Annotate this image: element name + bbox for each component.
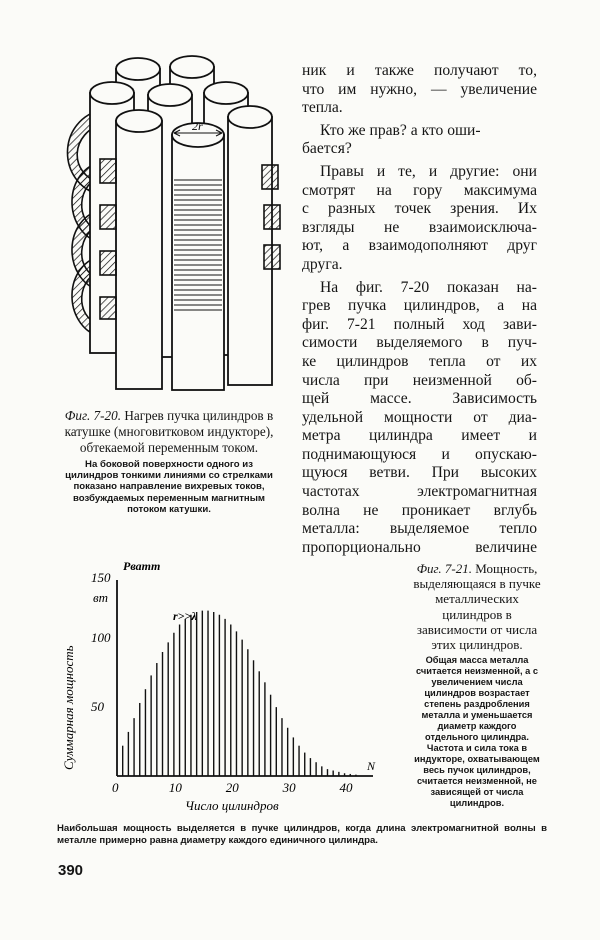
text-line: щей массе. Зависимость xyxy=(302,390,537,408)
x-tick-label: 40 xyxy=(339,780,353,795)
x-tick-label: 10 xyxy=(168,780,182,795)
bottom-note: Наибольшая мощность выделяется в пучке цилиндров, когда длина электромагнитной волны в металле примерно равна диаметру каждого единичного цилиндра. xyxy=(57,823,547,846)
coil-turns-right xyxy=(262,165,280,269)
x-tick-label: 0 xyxy=(112,780,119,795)
text-line: Правы и те, и другие: они xyxy=(320,162,537,180)
y-tick-label: 100 xyxy=(91,630,111,646)
text-line: ют, а взаимодополняют друг xyxy=(302,237,537,255)
text-line: поднимающуюся и опускаю- xyxy=(302,445,537,463)
unit-label: вт xyxy=(93,590,109,605)
text-line: метра цилиндра имеет и xyxy=(302,427,537,445)
text-line: симости выделяемого в пуч- xyxy=(302,334,537,352)
x-tick-label: 20 xyxy=(225,780,239,795)
y-axis-label: Суммарная мощность xyxy=(61,645,76,770)
text-line: фиг. 7-21 полный ход зави- xyxy=(302,315,537,333)
fig-7-21-title-block xyxy=(410,561,544,652)
text-line: пропорционально величине xyxy=(302,538,537,556)
chart-axes xyxy=(117,580,373,776)
text-line: числа при неизменной об- xyxy=(302,371,537,389)
fig-7-21-label: Фиг. 7-21. xyxy=(416,561,473,576)
main-text-column xyxy=(302,62,537,557)
text-line: удельной мощности от диа- xyxy=(302,408,537,426)
fig-7-20-label: Фиг. 7-20. xyxy=(64,408,122,423)
text-line: частотах электромагнитная xyxy=(302,483,537,501)
cylinders-front xyxy=(116,106,272,390)
text-line: с разных точек зрения. Их xyxy=(302,200,537,218)
text-line: щуюся ветви. При высоких xyxy=(302,464,537,482)
fig-7-20-illustration xyxy=(60,55,292,400)
fig-7-21-caption xyxy=(410,561,544,809)
fig-7-21-note: Общая масса металла считается неизменной, а с увеличением числа цилиндров возрастает степень раздробления металла и уменьшается диаметр каждого отдельного цилиндра. Частота и сила тока в индукторе, охватывающем весь пучок цилиндров, считается неизменной, не зависящей от числа цилиндров. xyxy=(414,655,540,809)
page-number: 390 xyxy=(58,862,84,879)
y-tick-label: 50 xyxy=(91,699,104,715)
y-axis-title: Pватт xyxy=(123,559,161,573)
text-line: ке цилиндров тепла от их xyxy=(302,352,537,370)
text-line: На фиг. 7-20 показан на- xyxy=(320,278,537,296)
fig-7-20-caption xyxy=(58,408,280,515)
fig-7-20-title-block xyxy=(58,408,280,456)
text-line: волна не проникает вглубь xyxy=(302,501,537,519)
text-line: взгляды не взаимоисключа- xyxy=(302,218,537,236)
text-line: что им нужно, — увеличение xyxy=(302,80,537,98)
text-line: тепла. xyxy=(302,99,343,117)
y-tick-label-150: 150 xyxy=(91,570,111,585)
text-line: Кто же прав? а кто оши- xyxy=(320,121,481,139)
fig-7-20-note: На боковой поверхности одного из цилиндров тонкими линиями со стрелками показано направление вихревых токов, возбуждаемых переменным магнитным потоком катушки. xyxy=(65,459,273,515)
x-axis-symbol: N xyxy=(367,759,376,773)
fig-7-21-title: Мощность, выделяющаяся в пучке металлических цилиндров в зависимости от числа этих цилиндров. xyxy=(413,561,541,653)
annotation: r>>λ xyxy=(173,609,197,623)
text-line: металла: выделяемое тепло xyxy=(302,520,537,538)
text-line: бается? xyxy=(302,140,352,158)
text-line: ник и также получают то, xyxy=(302,62,537,79)
chart-bars xyxy=(123,611,356,776)
fig-7-21-chart xyxy=(55,558,407,820)
fig-7-20-title: Нагрев пучка цилиндров в катушке (многовитковом индукторе), обтекаемой переменным током. xyxy=(64,408,274,455)
eddy-current-lines xyxy=(174,180,222,310)
x-axis-label: Число цилиндров xyxy=(185,798,279,813)
text-line: смотрят на гору максимума xyxy=(302,181,537,199)
x-tick-label: 30 xyxy=(282,780,296,795)
text-line: грев пучка цилиндров, а на xyxy=(302,297,537,315)
text-line: друга. xyxy=(302,255,343,273)
dimension-2r-label: 2r xyxy=(192,119,203,133)
